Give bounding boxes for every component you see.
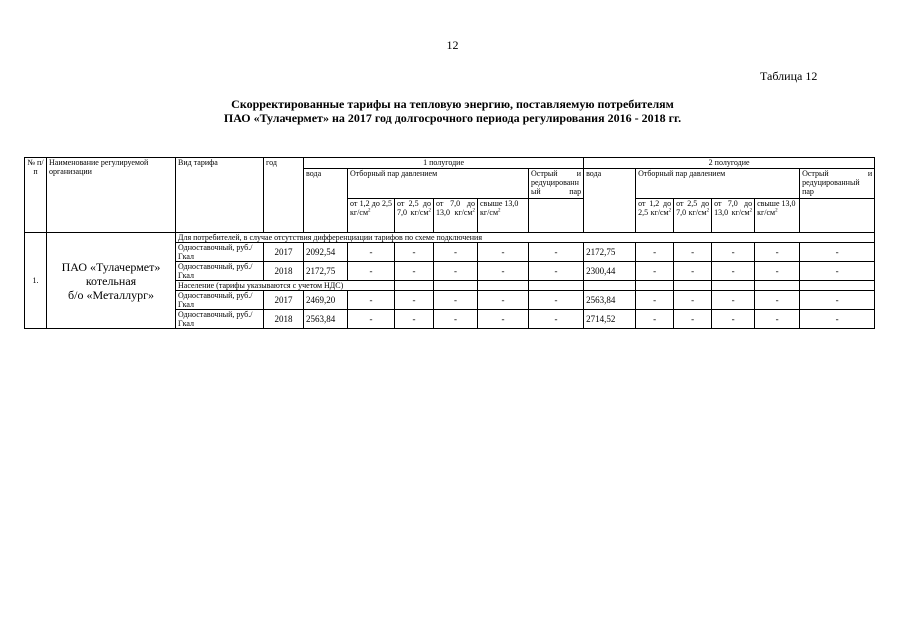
value-cell: - xyxy=(674,310,712,329)
header-org: Наименование регулируемой организации xyxy=(47,158,176,233)
header-pressure-4-h1: свыше 13,0 $кг/см^2$ xyxy=(478,199,529,233)
value-cell: - xyxy=(712,310,755,329)
header-tariff-type: Вид тарифа xyxy=(176,158,264,233)
value-cell: - xyxy=(636,310,674,329)
value-cell: - xyxy=(348,310,395,329)
header-steam-2: Отборный пар давлением xyxy=(636,169,800,199)
tariff-table xyxy=(24,157,875,329)
water-h2-cell: 2714,52 xyxy=(584,310,636,329)
value-cell: - xyxy=(478,243,529,262)
org-name: ПАО «Тулачермет» котельная б/о «Металлург» xyxy=(47,233,176,329)
header-water-1: вода xyxy=(304,169,348,233)
value-cell: - xyxy=(395,262,434,281)
value-cell: - xyxy=(800,262,875,281)
tariff-type-cell: Одноставочный, руб./Гкал xyxy=(176,243,264,262)
value-cell: - xyxy=(434,310,478,329)
header-steam-1: Отборный пар давлением xyxy=(348,169,529,199)
water-h1-cell: 2469,20 xyxy=(304,291,348,310)
water-h2-cell: 2563,84 xyxy=(584,291,636,310)
header-pressure-1-h2: от 1,2 до 2,5 $кг/см^2$ xyxy=(636,199,674,233)
water-h1-cell: 2172,75 xyxy=(304,262,348,281)
value-cell: - xyxy=(395,291,434,310)
title-line-1: Скорректированные тарифы на тепловую энергию, поставляемую потребителям xyxy=(231,97,674,111)
header-year: год xyxy=(264,158,304,233)
value-cell: - xyxy=(478,310,529,329)
value-cell: - xyxy=(348,291,395,310)
value-cell: - xyxy=(755,243,800,262)
header-pressure-4-h2: свыше 13,0 $кг/см^2$ xyxy=(755,199,800,233)
value-cell: - xyxy=(348,262,395,281)
value-cell: - xyxy=(636,243,674,262)
header-sharp-1: Острый и редуцированный пар xyxy=(529,169,584,199)
water-h1-cell: 2563,84 xyxy=(304,310,348,329)
tariff-type-cell: Одноставочный, руб./Гкал xyxy=(176,291,264,310)
value-cell: - xyxy=(636,291,674,310)
header-water-2: вода xyxy=(584,169,636,233)
header-blank-h1 xyxy=(529,199,584,233)
value-cell: - xyxy=(712,262,755,281)
value-cell: - xyxy=(395,243,434,262)
section-row xyxy=(25,233,875,243)
document-title xyxy=(0,97,905,125)
water-h1-cell: 2092,54 xyxy=(304,243,348,262)
section-label: Население (тарифы указываются с учетом НДС) xyxy=(176,281,395,291)
value-cell: - xyxy=(674,262,712,281)
value-cell: - xyxy=(674,243,712,262)
value-cell: - xyxy=(529,291,584,310)
header-pressure-1-h1: от 1,2 до 2,5 $кг/см^2$ xyxy=(348,199,395,233)
header-pressure-3-h1: от 7,0 до 13,0 $кг/см^2$ xyxy=(434,199,478,233)
table-label: Таблица 12 xyxy=(760,69,818,83)
header-pressure-3-h2: от 7,0 до 13,0 $кг/см^2$ xyxy=(712,199,755,233)
water-h2-cell: 2172,75 xyxy=(584,243,636,262)
value-cell: - xyxy=(755,291,800,310)
value-cell: - xyxy=(755,310,800,329)
header-half-2: 2 полугодие xyxy=(584,158,875,169)
value-cell: - xyxy=(529,243,584,262)
value-cell: - xyxy=(348,243,395,262)
value-cell: - xyxy=(529,310,584,329)
value-cell: - xyxy=(755,262,800,281)
header-row-1 xyxy=(25,158,875,169)
header-num: № п/п xyxy=(25,158,47,233)
header-blank-h2 xyxy=(800,199,875,233)
section-label: Для потребителей, в случае отсутствия дифференциации тарифов по схеме подключения xyxy=(176,233,875,243)
value-cell: - xyxy=(674,291,712,310)
year-cell: 2018 xyxy=(264,262,304,281)
year-cell: 2018 xyxy=(264,310,304,329)
tariff-type-cell: Одноставочный, руб./Гкал xyxy=(176,310,264,329)
value-cell: - xyxy=(800,310,875,329)
year-cell: 2017 xyxy=(264,243,304,262)
header-half-1: 1 полугодие xyxy=(304,158,584,169)
title-line-2: ПАО «Тулачермет» на 2017 год долгосрочного периода регулирования 2016 - 2018 гг. xyxy=(223,111,682,125)
page-number: 12 xyxy=(446,38,459,52)
header-pressure-2-h2: от 2,5 до 7,0 $кг/см^2$ xyxy=(674,199,712,233)
water-h2-cell: 2300,44 xyxy=(584,262,636,281)
year-cell: 2017 xyxy=(264,291,304,310)
value-cell: - xyxy=(395,310,434,329)
value-cell: - xyxy=(478,291,529,310)
org-number: 1. xyxy=(25,233,47,329)
value-cell: - xyxy=(529,262,584,281)
value-cell: - xyxy=(712,291,755,310)
header-pressure-2-h1: от 2,5 до 7,0 $кг/см^2$ xyxy=(395,199,434,233)
value-cell: - xyxy=(712,243,755,262)
header-sharp-2: Острый и редуцированный пар xyxy=(800,169,875,199)
value-cell: - xyxy=(800,243,875,262)
tariff-type-cell: Одноставочный, руб./Гкал xyxy=(176,262,264,281)
value-cell: - xyxy=(434,243,478,262)
value-cell: - xyxy=(800,291,875,310)
value-cell: - xyxy=(478,262,529,281)
value-cell: - xyxy=(434,291,478,310)
value-cell: - xyxy=(636,262,674,281)
value-cell: - xyxy=(434,262,478,281)
